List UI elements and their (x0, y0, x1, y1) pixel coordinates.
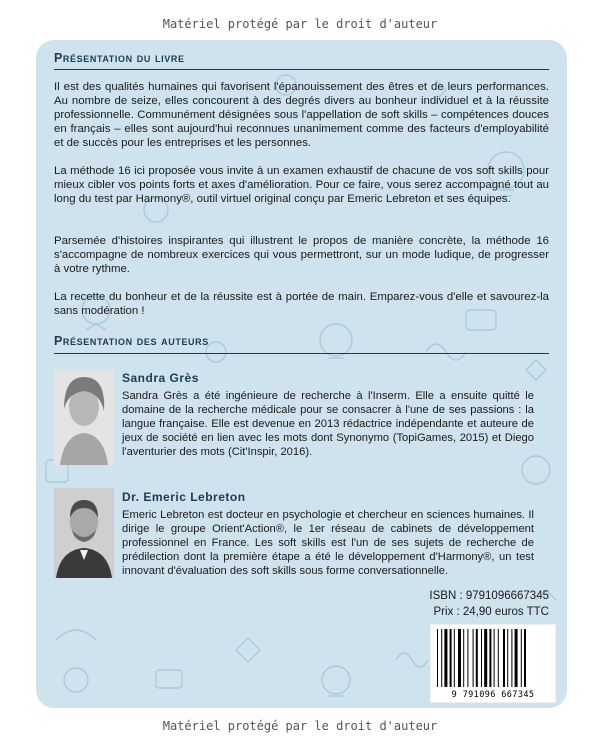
author-name-sandra: Sandra Grès (122, 371, 199, 385)
authors-section-rule (54, 353, 549, 354)
barcode-digits: 9 791096 667345 (451, 690, 535, 700)
book-paragraph-3: Parsemée d'histoires inspirantes qui illustrent le propos de manière concrète, la méthode 16 s'accompagne de nombreux exercices qui vous permettront, sur un mode ludique, de progresser à votre rythme. (54, 235, 549, 275)
author-bio-sandra: Sandra Grès a été ingénieure de recherche à l'Inserm. Elle a ensuite quitté le domaine de la recherche médicale pour se consacrer à l'une de ses passions : la langue française. Elle est devenue en 2013 rédactrice indépendante et auteure de jeux de société en lien avec les mots dont Synonymo (TopiGames, 2015) et Diego l'aventurier des mots (Cit'Inspir, 2016). (122, 390, 534, 458)
book-section-rule (54, 69, 549, 70)
author-photo-emeric (54, 488, 114, 578)
authors-section-title: Présentation des auteurs (54, 334, 209, 348)
back-cover (36, 40, 567, 708)
price: Prix : 24,90 euros TTC (433, 606, 549, 618)
barcode-bars (431, 625, 555, 689)
portrait-icon (54, 488, 114, 578)
watermark-bottom: Matériel protégé par le droit d'auteur (162, 719, 438, 733)
author-name-emeric: Dr. Emeric Lebreton (122, 490, 246, 504)
author-photo-sandra (54, 369, 114, 465)
author-bio-emeric: Emeric Lebreton est docteur en psychologie et chercheur en sciences humaines. Il dirige le groupe Orient'Action®, le 1er réseau de cabinets de développement professionnel en France. Les soft skills est l'un de ses sujets de recherche de prédilection dont la première étape a été le développement d'Harmony®, un test innovant d'évaluation des soft skills sous forme conversationnelle. (122, 509, 534, 577)
watermark-top: Matériel protégé par le droit d'auteur (162, 17, 438, 31)
barcode (430, 624, 556, 703)
book-paragraph-2: La méthode 16 ici proposée vous invite à un examen exhaustif de chacune de vos soft skills pour mieux cibler vos points forts et axes d'amélioration. Pour ce faire, vous serez accompagné tout au long du test par Harmony®, outil virtuel original conçu par Emeric Lebreton et ses équipes. (54, 165, 549, 205)
book-paragraph-1: Il est des qualités humaines qui favorisent l'épanouissement des êtres et de leurs performances. Au nombre de seize, elles concourent à des degrés divers au bonheur individuel et à la réussite professionnelle. Communément désignées sous l'appellation de soft skills – compétences douces en français – elles sont aujourd'hui reconnues unanimement comme des facteurs d'employabilité et de succès pour les entreprises et les personnes. (54, 81, 549, 149)
book-paragraph-4: La recette du bonheur et de la réussite est à portée de main. Emparez-vous d'elle et savourez-la sans modération ! (54, 291, 549, 317)
isbn: ISBN : 9791096667345 (429, 590, 549, 602)
book-section-title: Présentation du livre (54, 51, 185, 65)
portrait-icon (54, 369, 114, 465)
